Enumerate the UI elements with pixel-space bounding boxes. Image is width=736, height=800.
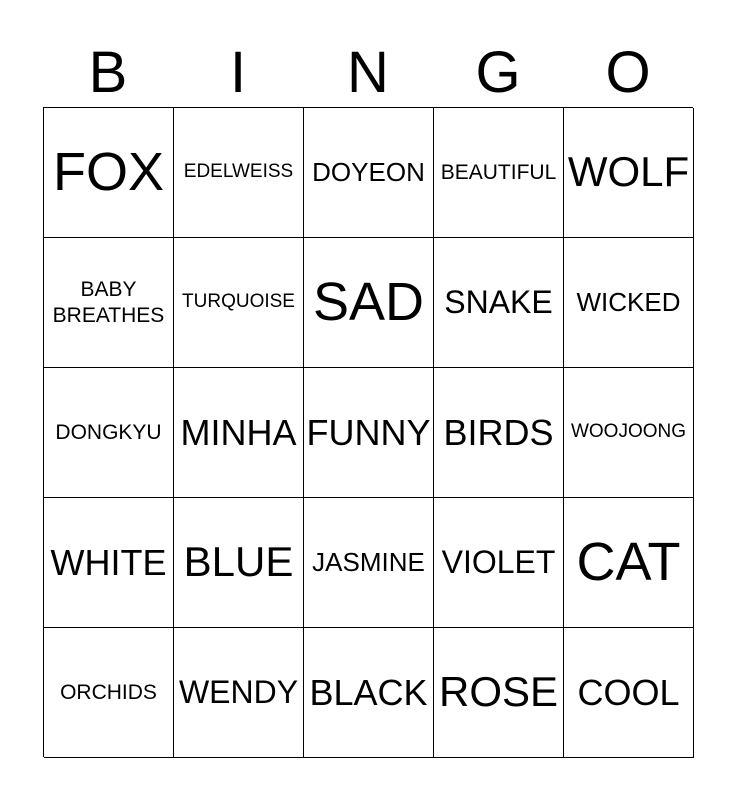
bingo-cell[interactable] [434, 108, 564, 238]
cell-label: BABY BREATHES [52, 278, 165, 327]
bingo-cell[interactable] [174, 238, 304, 368]
bingo-board [43, 107, 693, 757]
bingo-cell[interactable] [434, 498, 564, 628]
bingo-cell[interactable] [564, 628, 694, 758]
cell-label: BLUE [183, 538, 294, 586]
cell-label: ORCHIDS [60, 680, 157, 704]
cell-label: DONGKYU [55, 420, 162, 444]
bingo-cell[interactable] [174, 108, 304, 238]
cell-label: WHITE [50, 541, 167, 583]
cell-label: SNAKE [444, 284, 553, 321]
bingo-cell[interactable] [434, 238, 564, 368]
header-letter-i: I [229, 40, 247, 105]
cell-label: CAT [576, 532, 681, 593]
cell-label: SAD [312, 272, 425, 333]
cell-label: WOLF [567, 148, 690, 196]
cell-label: BIRDS [443, 411, 554, 453]
cell-label: ROSE [438, 668, 559, 716]
cell-label: BEAUTIFUL [440, 160, 557, 184]
bingo-cell[interactable] [44, 628, 174, 758]
cell-label: EDELWEISS [183, 161, 294, 183]
cell-label: FOX [52, 142, 164, 203]
bingo-cell[interactable] [564, 498, 694, 628]
bingo-cell[interactable] [304, 628, 434, 758]
header-letter-b: B [88, 40, 128, 105]
bingo-cell[interactable] [174, 628, 304, 758]
bingo-cell[interactable] [564, 368, 694, 498]
bingo-cell[interactable] [44, 238, 174, 368]
bingo-cell[interactable] [44, 108, 174, 238]
bingo-header [43, 40, 693, 106]
bingo-cell[interactable] [304, 498, 434, 628]
cell-label: WENDY [178, 674, 299, 711]
header-letter-g: G [475, 40, 521, 105]
cell-label: TURQUOISE [182, 291, 295, 313]
bingo-cell[interactable] [174, 498, 304, 628]
cell-label: FUNNY [306, 411, 431, 453]
bingo-cell[interactable] [174, 368, 304, 498]
bingo-cell[interactable] [304, 368, 434, 498]
bingo-cell[interactable] [304, 108, 434, 238]
bingo-cell[interactable] [434, 368, 564, 498]
header-letter-o: O [605, 40, 651, 105]
cell-label: MINHA [180, 411, 297, 453]
cell-label: VIOLET [441, 544, 556, 581]
bingo-cell[interactable] [44, 368, 174, 498]
bingo-cell[interactable] [304, 238, 434, 368]
cell-label: WICKED [576, 286, 681, 317]
bingo-cell[interactable] [564, 238, 694, 368]
cell-label: BLACK [309, 671, 428, 713]
cell-label: DOYEON [312, 156, 425, 187]
bingo-cell[interactable] [434, 628, 564, 758]
cell-label: JASMINE [312, 546, 425, 577]
bingo-cell[interactable] [44, 498, 174, 628]
cell-label: COOL [577, 671, 680, 713]
header-letter-n: N [347, 40, 389, 105]
bingo-cell[interactable] [564, 108, 694, 238]
cell-label: WOOJOONG [570, 421, 687, 443]
